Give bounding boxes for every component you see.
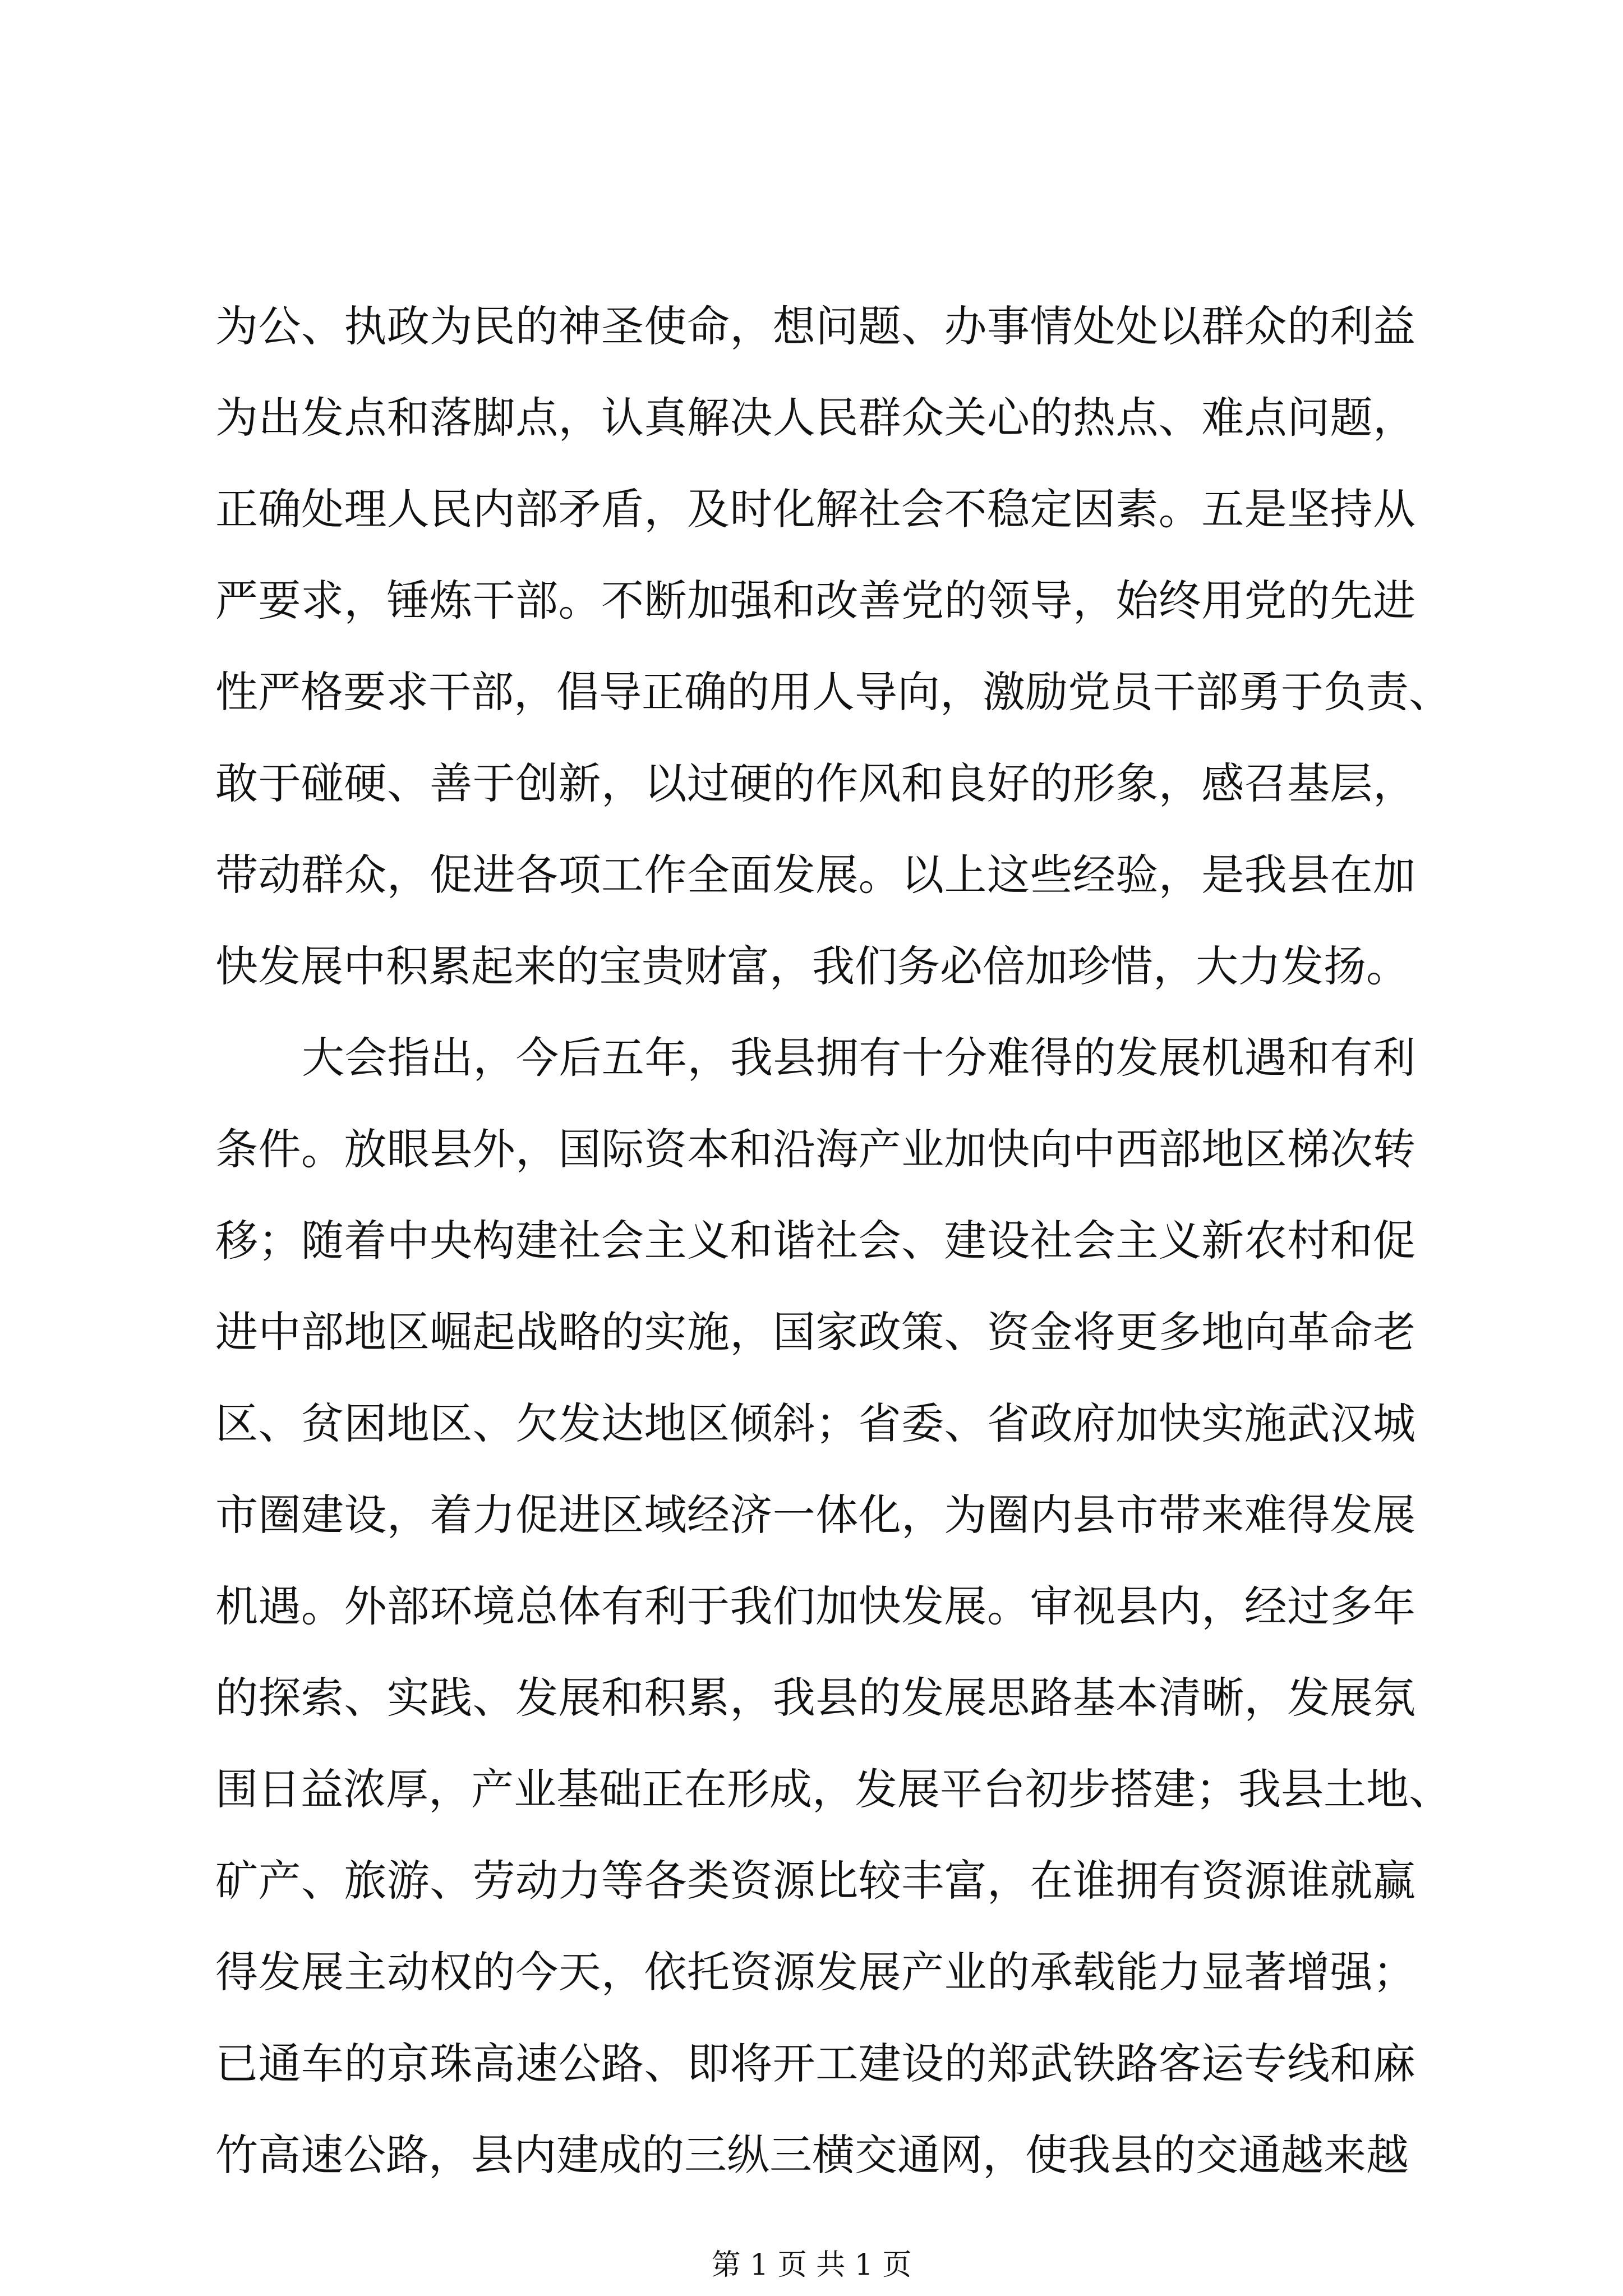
text-line: 敢于碰硬、善于创新，以过硬的作风和良好的形象，感召基层， xyxy=(215,758,1415,808)
text-line: 大会指出，今后五年，我县拥有十分难得的发展机遇和有利 xyxy=(302,1033,1415,1083)
text-line: 矿产、旅游、劳动力等各类资源比较丰富，在谁拥有资源谁就赢 xyxy=(215,1856,1415,1906)
text-line: 的探索、实践、发展和积累，我县的发展思路基本清晰，发展氛 xyxy=(215,1673,1415,1723)
text-line: 已通车的京珠高速公路、即将开工建设的郑武铁路客运专线和麻 xyxy=(215,2039,1415,2088)
text-line: 条件。放眼县外，国际资本和沿海产业加快向中西部地区梯次转 xyxy=(215,1124,1415,1174)
text-line: 围日益浓厚，产业基础正在形成，发展平台初步搭建；我县土地、 xyxy=(215,1764,1451,1814)
text-line: 带动群众，促进各项工作全面发展。以上这些经验，是我县在加 xyxy=(215,850,1415,900)
text-line: 正确处理人民内部矛盾，及时化解社会不稳定因素。五是坚持从 xyxy=(215,484,1415,534)
page-footer: 第 1 页 共 1 页 xyxy=(711,2248,912,2282)
text-line: 严要求，锤炼干部。不断加强和改善党的领导，始终用党的先进 xyxy=(215,576,1415,625)
text-line: 为公、执政为民的神圣使命，想问题、办事情处处以群众的利益 xyxy=(215,301,1415,351)
text-line: 为出发点和落脚点，认真解决人民群众关心的热点、难点问题， xyxy=(215,393,1415,443)
text-line: 进中部地区崛起战略的实施，国家政策、资金将更多地向革命老 xyxy=(215,1307,1415,1357)
text-line: 竹高速公路，县内建成的三纵三横交通网，使我县的交通越来越 xyxy=(215,2130,1409,2180)
text-line: 市圈建设，着力促进区域经济一体化，为圈内县市带来难得发展 xyxy=(215,1490,1415,1540)
text-line: 快发展中积累起来的宝贵财富，我们务必倍加珍惜，大力发扬。 xyxy=(215,941,1409,991)
text-line: 机遇。外部环境总体有利于我们加快发展。审视县内，经过多年 xyxy=(215,1581,1415,1631)
text-line: 区、贫困地区、欠发达地区倾斜；省委、省政府加快实施武汉城 xyxy=(215,1398,1415,1448)
text-line: 移；随着中央构建社会主义和谐社会、建设社会主义新农村和促 xyxy=(215,1216,1415,1266)
text-line: 得发展主动权的今天，依托资源发展产业的承载能力显著增强； xyxy=(215,1947,1415,1997)
text-line: 性严格要求干部，倡导正确的用人导向，激励党员干部勇于负责、 xyxy=(215,667,1451,717)
